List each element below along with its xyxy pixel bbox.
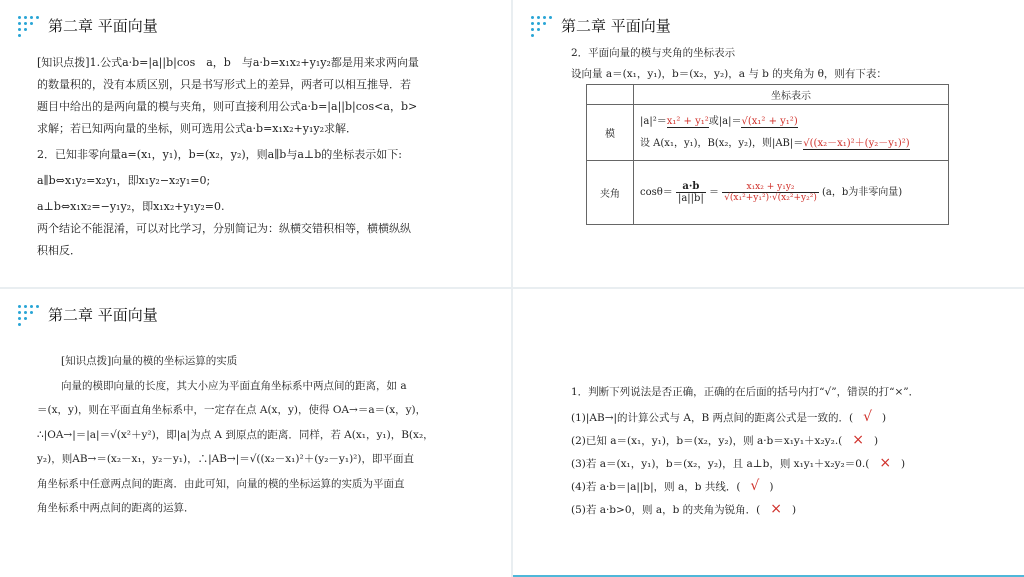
text-line: 两个结论不能混淆，可以对比学习，分别简记为：纵横交错积相等，横横纵纵 bbox=[37, 222, 411, 235]
text-line: y₂)，则AB→＝(x₂－x₁，y₂－y₁)，∴|AB→|＝√((x₂－x₁)²＋(y₂－y₁)²)，即平面直 bbox=[37, 453, 414, 465]
dots-logo-icon bbox=[531, 14, 555, 36]
magnitude-mid: 或|a|＝ bbox=[708, 115, 742, 127]
slide-3 bbox=[0, 289, 511, 577]
item-text: (4)若 a·b＝|a||b|，则 a，b 共线．( bbox=[571, 481, 741, 493]
check-mark-icon: √ bbox=[750, 478, 760, 494]
magnitude-answer-1: x₁² + y₁² bbox=[666, 115, 709, 127]
text-line: 积相反． bbox=[37, 244, 81, 257]
slide-1 bbox=[0, 0, 511, 287]
slide-header bbox=[18, 303, 158, 325]
item-text: (2)已知 a＝(x₁，y₁)，b＝(x₂，y₂)，则 a·b＝x₁y₁＋x₂y₂.( bbox=[571, 435, 843, 447]
section-intro: 设向量 a＝(x₁，y₁)，b＝(x₂，y₂)，a 与 b 的夹角为 θ，则有下表： bbox=[571, 68, 887, 80]
magnitude-prefix: |a|²＝ bbox=[640, 115, 667, 127]
judge-question: 1．判断下列说法是否正确，正确的在后面的括号内打“√”，错误的打“×”． bbox=[571, 386, 920, 398]
list-item bbox=[571, 430, 905, 453]
angle-suffix: (a，b为非零向量) bbox=[822, 187, 903, 198]
distance-answer: √((x₂－x₁)²＋(y₂－y₁)²) bbox=[803, 137, 910, 149]
slide-header bbox=[531, 14, 671, 36]
cross-mark-icon: × bbox=[879, 455, 892, 471]
list-item bbox=[571, 476, 905, 499]
equals-sign: ＝ bbox=[709, 187, 719, 198]
fraction-denominator: |a||b| bbox=[677, 193, 704, 204]
fraction-numerator: a·b bbox=[676, 181, 706, 193]
row-label-angle: 夹角 bbox=[587, 161, 634, 225]
text-line: [知识点拨]向量的模的坐标运算的实质 bbox=[61, 355, 238, 367]
text-line: 题目中给出的是两向量的模与夹角，则可直接利用公式a·b=|a||b|cos<a，b> bbox=[37, 100, 418, 113]
row-label-magnitude: 模 bbox=[587, 105, 634, 161]
item-close: ) bbox=[901, 458, 906, 470]
angle-prefix: cosθ＝ bbox=[640, 187, 673, 198]
item-close: ) bbox=[769, 481, 774, 493]
dot-product-fraction bbox=[676, 181, 706, 204]
distance-prefix: 设 A(x₁，y₁)，B(x₂，y₂)，则|AB|＝ bbox=[640, 137, 804, 149]
coordinate-table bbox=[586, 84, 949, 225]
item-text: (5)若 a·b>0，则 a，b 的夹角为锐角．( bbox=[571, 504, 761, 516]
magnitude-answer-2: √(x₁² + y₁²) bbox=[741, 115, 798, 127]
text-line: 2．已知非零向量a=(x₁，y₁)，b=(x₂，y₂)，则a∥b与a⊥b的坐标表示如下: bbox=[37, 148, 403, 161]
slide-4 bbox=[513, 289, 1024, 577]
table-col-header: 坐标表示 bbox=[634, 85, 949, 105]
text-line: 角坐标系中任意两点间的距离．由此可知，向量的模的坐标运算的实质为平面直 bbox=[37, 477, 405, 490]
answer-denominator: √(x₁²+y₁²)·√(x₂²+y₂²) bbox=[724, 193, 817, 203]
text-line: a⊥b⇔x₁x₂=−y₁y₂，即x₁x₂+y₁y₂=0. bbox=[37, 200, 225, 213]
text-line: 求解；若已知两向量的坐标，则可选用公式a·b=x₁x₂+y₁y₂求解． bbox=[37, 122, 358, 135]
modulus-essence-text bbox=[37, 349, 489, 521]
text-line: ∴|OA→|＝|a|＝√(x²＋y²)，即|a|为点 A 到原点的距离．同样，若 A(x₁，y₁)，B(x₂， bbox=[37, 428, 434, 441]
text-line: 的数量积的，没有本质区别，只是书写形式上的差异，两者可以相互推导．若 bbox=[37, 78, 411, 91]
item-close: ) bbox=[882, 412, 887, 424]
list-item bbox=[571, 407, 905, 430]
chapter-title: 第二章 平面向量 bbox=[48, 16, 158, 35]
item-close: ) bbox=[792, 504, 797, 516]
item-text: (3)若 a＝(x₁，y₁)，b＝(x₂，y₂)，且 a⊥b，则 x₁y₁＋x₂y₂＝0.( bbox=[571, 458, 870, 470]
chapter-title: 第二章 平面向量 bbox=[561, 16, 671, 35]
list-item bbox=[571, 499, 905, 522]
text-line: ＝(x，y)，则在平面直角坐标系中，一定存在点 A(x，y)，使得 OA→＝a＝(x，y)， bbox=[37, 404, 427, 416]
knowledge-text bbox=[37, 52, 497, 262]
list-item bbox=[571, 453, 905, 476]
magnitude-cell bbox=[634, 105, 949, 161]
slide-header bbox=[18, 14, 158, 36]
answer-numerator: x₁x₂ + y₁y₂ bbox=[722, 182, 819, 193]
check-mark-icon: √ bbox=[863, 409, 873, 425]
item-text: (1)|AB→|的计算公式与 A，B 两点间的距离公式是一致的．( bbox=[571, 412, 854, 424]
text-line: [知识点拨]1.公式a·b=|a||b|cos a，b 与a·b=x₁x₂+y₁y₂都是用来求两向量 bbox=[37, 56, 419, 69]
dots-logo-icon bbox=[18, 14, 42, 36]
judge-items bbox=[571, 407, 905, 522]
text-line: 向量的模即向量的长度，其大小应为平面直角坐标系中两点间的距离，如 a bbox=[61, 379, 407, 392]
dots-logo-icon bbox=[18, 303, 42, 325]
item-close: ) bbox=[874, 435, 879, 447]
section-heading: 2．平面向量的模与夹角的坐标表示 bbox=[571, 47, 736, 59]
chapter-title: 第二章 平面向量 bbox=[48, 305, 158, 324]
text-line: a∥b⇔x₁y₂=x₂y₁，即x₁y₂−x₂y₁=0; bbox=[37, 174, 211, 187]
cross-mark-icon: × bbox=[852, 432, 864, 448]
angle-answer-fraction bbox=[722, 182, 819, 203]
text-line: 角坐标系中两点间的距离的运算． bbox=[37, 502, 195, 514]
cross-mark-icon: × bbox=[770, 501, 782, 517]
angle-cell bbox=[634, 161, 949, 225]
